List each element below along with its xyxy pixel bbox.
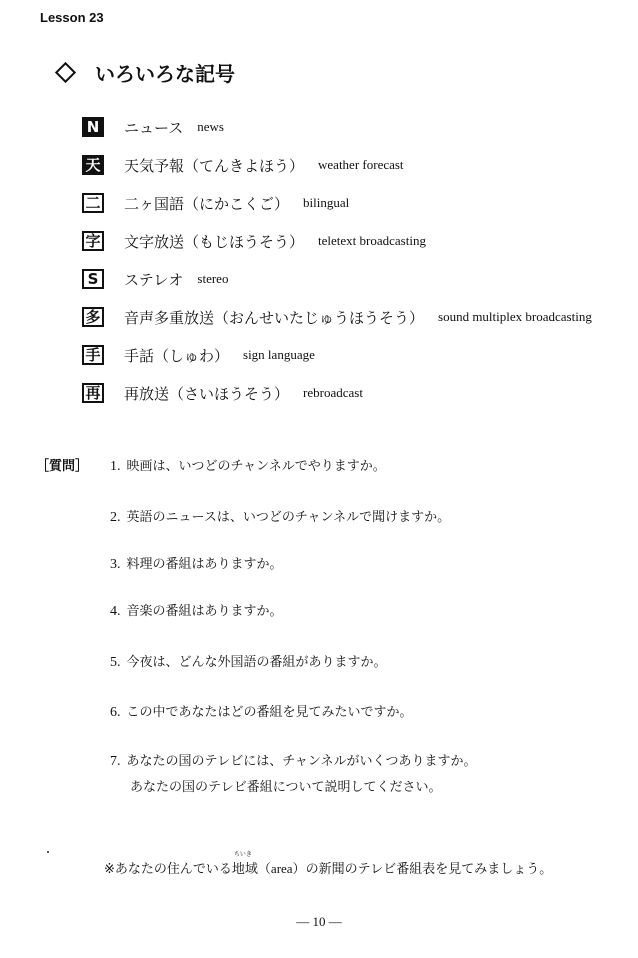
symbol-japanese: 二ヶ国語（にかこくご）	[124, 194, 290, 213]
note-english-word: （area）	[257, 861, 306, 876]
question-text: あなたの国のテレビには、チャンネルがいくつありますか。	[126, 754, 477, 769]
symbol-row-stereo	[82, 260, 592, 298]
note-ruby-reading: ちいき	[233, 851, 252, 858]
symbol-row-bilingual	[82, 184, 592, 222]
sign-language-symbol-icon: 手	[82, 345, 104, 365]
symbol-english: stereo	[197, 271, 229, 286]
symbol-english: sound multiplex broadcasting	[438, 309, 592, 324]
symbol-row-sign-language	[82, 336, 592, 374]
question-6	[110, 701, 413, 721]
question-text: 英語のニュースは、いつどのチャンネルで聞けますか。	[126, 510, 451, 525]
diamond-icon	[55, 62, 76, 83]
multiplex-symbol-icon: 多	[82, 307, 104, 327]
section-heading	[55, 58, 235, 87]
symbol-japanese: 再放送（さいほうそう）	[124, 384, 290, 403]
questions-label: ［質問］	[36, 459, 89, 474]
question-5	[110, 651, 387, 671]
symbol-row-multiplex	[82, 298, 592, 336]
symbol-row-rebroadcast	[82, 374, 592, 412]
question-7	[110, 750, 476, 770]
question-number: 4.	[110, 604, 121, 619]
section-heading-text: いろいろな記号	[95, 62, 235, 86]
symbol-japanese: 音声多重放送（おんせいたじゅうほうそう）	[124, 308, 425, 327]
question-2	[110, 506, 450, 526]
question-text: 料理の番組はありますか。	[126, 557, 283, 572]
question-text: 今夜は、どんな外国語の番組がありますか。	[126, 655, 387, 670]
symbol-english: rebroadcast	[303, 385, 363, 400]
symbol-english: sign language	[243, 347, 315, 362]
question-number: 3.	[110, 557, 121, 572]
symbol-english: news	[197, 119, 224, 134]
page-number: ― 10 ―	[296, 914, 342, 929]
question-text: この中であなたはどの番組を見てみたいですか。	[126, 705, 413, 720]
symbol-japanese: ステレオ	[124, 270, 184, 289]
lesson-number: Lesson 23	[40, 10, 104, 25]
bilingual-symbol-icon: 二	[82, 193, 104, 213]
symbol-row-news	[82, 108, 592, 146]
question-text: 映画は、いつどのチャンネルでやりますか。	[126, 459, 386, 474]
question-text: 音楽の番組はありますか。	[126, 604, 283, 619]
question-number: 1.	[110, 459, 121, 474]
symbol-row-teletext	[82, 222, 592, 260]
symbol-row-weather	[82, 146, 592, 184]
teletext-symbol-icon: 字	[82, 231, 104, 251]
note-ruby-word	[231, 851, 258, 877]
symbol-japanese: ニュース	[124, 118, 184, 137]
symbol-japanese: 天気予報（てんきよほう）	[124, 156, 305, 175]
note-ruby-base: 地域	[231, 862, 258, 877]
symbol-japanese: 文字放送（もじほうそう）	[124, 232, 305, 251]
symbol-list	[82, 108, 592, 412]
symbol-english: weather forecast	[318, 157, 404, 172]
symbol-japanese: 手話（しゅわ）	[124, 346, 230, 365]
stray-dot	[47, 851, 49, 853]
symbol-english: teletext broadcasting	[318, 233, 426, 248]
question-3	[110, 553, 283, 573]
rebroadcast-symbol-icon: 再	[82, 383, 104, 403]
question-number: 6.	[110, 705, 121, 720]
question-number: 5.	[110, 655, 121, 670]
stereo-symbol-icon: S	[82, 269, 104, 289]
question-number: 7.	[110, 754, 121, 769]
activity-note	[104, 851, 553, 877]
weather-symbol-icon: 天	[82, 155, 104, 175]
question-7-line-2: あなたの国のテレビ番組について説明してください。	[130, 780, 442, 795]
question-4	[110, 600, 283, 620]
symbol-english: bilingual	[303, 195, 350, 210]
question-number: 2.	[110, 510, 121, 525]
question-1	[110, 455, 386, 475]
news-symbol-icon: N	[82, 117, 104, 137]
note-prefix: ※あなたの住んでいる	[104, 862, 232, 877]
note-suffix: の新聞のテレビ番組表を見てみましょう。	[305, 862, 553, 877]
